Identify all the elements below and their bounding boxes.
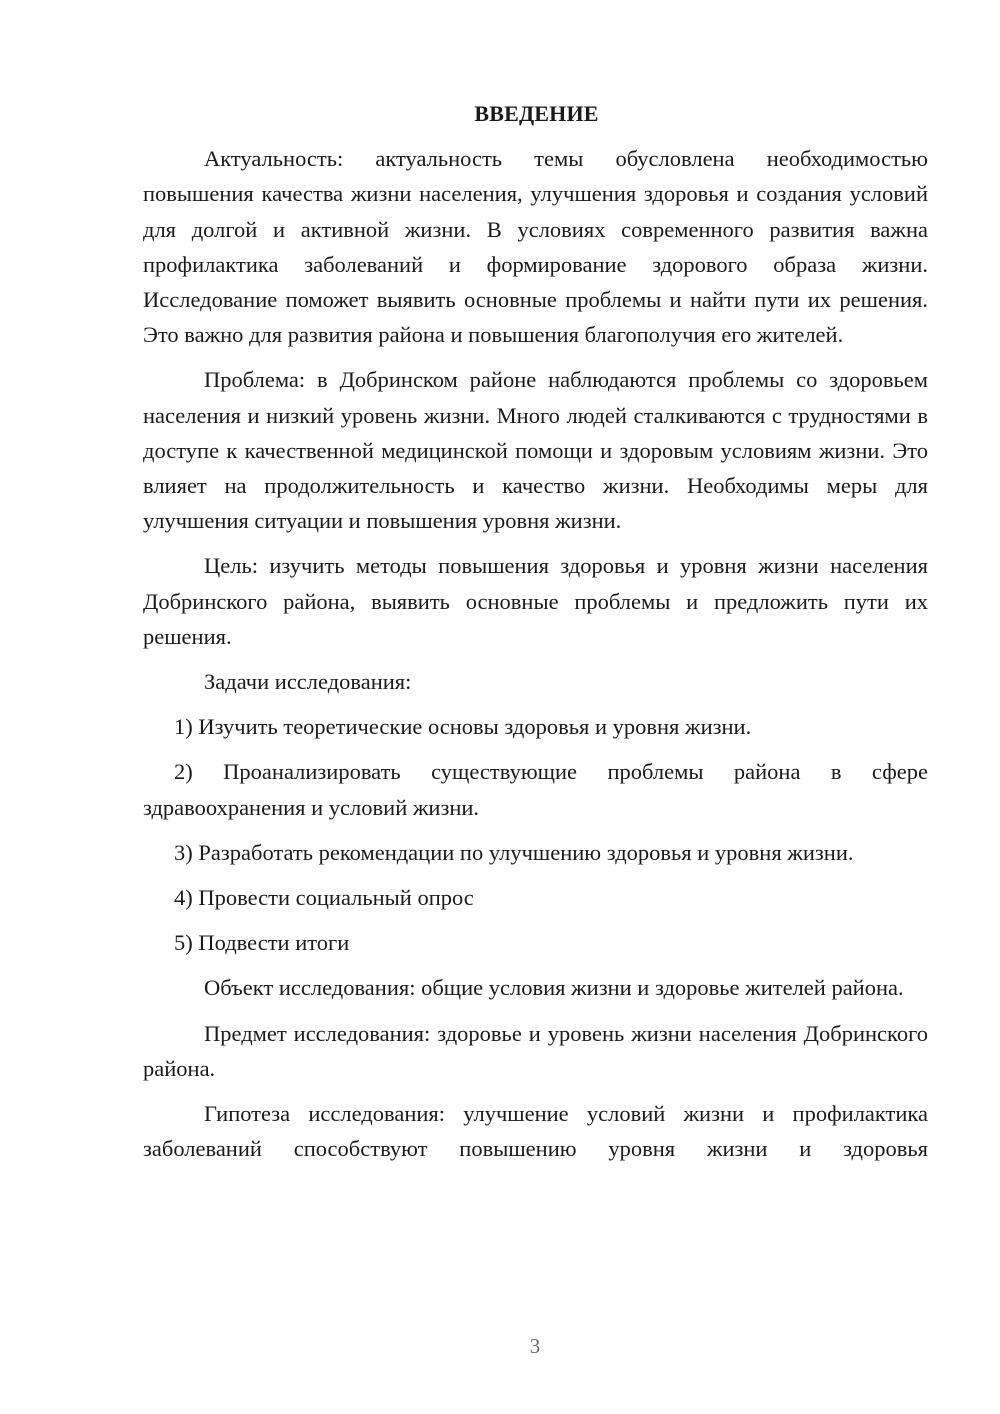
relevance-paragraph: Актуальность: актуальность темы обусловлена необходимостью повышения качества жизни населения, улучшения здоровья и создания условий для долгой и активной жизни. В условиях современного развития важна профилактика заболеваний и формирование здорового образа жизни. Исследование поможет выявить основные проблемы и найти пути их решения. Это важно для развития района и повышения благополучия его жителей. <box>143 146 928 348</box>
problem-paragraph: Проблема: в Добринском районе наблюдаются проблемы со здоровьем населения и низкий уровень жизни. Много людей сталкиваются с трудностями в доступе к качественной медицинской помощи и здоровым условиям жизни. Это влияет на продолжительность и качество жизни. Необходимы меры для улучшения ситуации и повышения уровня жизни. <box>143 367 928 534</box>
task-item-1: 1) Изучить теоретические основы здоровья и уровня жизни. <box>174 714 752 740</box>
document-page <box>143 96 928 1176</box>
task-item-2: 2) Проанализировать существующие проблемы района в сфере здравоохранения и условий жизни. <box>143 759 928 820</box>
section-heading: ВВЕДЕНИЕ <box>474 101 599 126</box>
tasks-title: Задачи исследования: <box>204 669 412 695</box>
subject-paragraph: Предмет исследования: здоровье и уровень жизни населения Добринского района. <box>143 1020 928 1081</box>
goal-paragraph: Цель: изучить методы повышения здоровья и уровня жизни населения Добринского района, выявить основные проблемы и предложить пути их решения. <box>143 553 928 649</box>
object-paragraph: Объект исследования: общие условия жизни и здоровье жителей района. <box>204 975 904 1001</box>
page-number: 3 <box>529 1334 541 1358</box>
task-item-4: 4) Провести социальный опрос <box>174 885 474 911</box>
hypothesis-paragraph: Гипотеза исследования: улучшение условий жизни и профилактика заболеваний способствуют повышению уровня жизни и здоровья <box>143 1101 928 1162</box>
task-item-5: 5) Подвести итоги <box>174 930 350 956</box>
task-item-3: 3) Разработать рекомендации по улучшению здоровья и уровня жизни. <box>174 839 854 865</box>
